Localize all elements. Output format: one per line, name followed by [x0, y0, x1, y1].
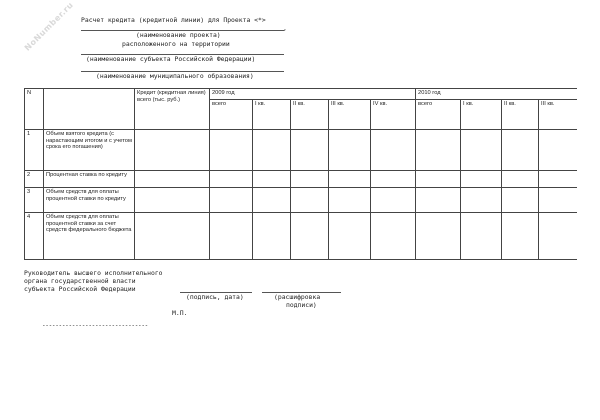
stamp-place: М.П.: [172, 309, 188, 317]
subheader-cell: IV кв.: [371, 100, 416, 130]
page-title: Расчет кредита (кредитной линии) для Проекта <*>: [81, 16, 266, 24]
subject-caption: (наименование субъекта Российской Федерации): [86, 55, 256, 63]
title-suffix: ,: [283, 24, 287, 32]
row-label: Объем средств для оплаты процентной ставки за счет средств федерального бюджета: [44, 213, 135, 260]
row-number: 2: [25, 171, 44, 188]
row-number: 3: [25, 188, 44, 213]
row-number: 4: [25, 213, 44, 260]
row-label: Процентная ставка по кредиту: [44, 171, 135, 188]
subheader-cell: III кв.: [329, 100, 371, 130]
header-year-2010: 2010 год: [416, 89, 577, 100]
footnote-separator: --------------------------------: [42, 322, 148, 329]
watermark: NoNumber.ru: [22, 0, 76, 53]
subheader-cell: I кв.: [253, 100, 291, 130]
header-no: N: [25, 89, 44, 130]
municipal-caption: (наименование муниципального образования): [96, 72, 254, 80]
table-row: [25, 188, 577, 213]
project-caption: (наименование проекта): [136, 31, 221, 39]
row-number: 1: [25, 130, 44, 171]
signer-line-3: субъекта Российской Федерации: [24, 285, 136, 293]
decode-caption: (расшифровка: [274, 293, 321, 301]
subheader-cell: всего: [416, 100, 461, 130]
row-label: Объем взятого кредита (с нарастающим итогом и с учетом срока его погашения): [44, 130, 135, 171]
header-indicator: [44, 89, 135, 130]
subheader-cell: всего: [210, 100, 253, 130]
located-text: расположенного на территории: [122, 40, 230, 48]
subheader-cell: III кв.: [539, 100, 577, 130]
table-row: [25, 130, 577, 171]
subheader-cell: II кв.: [502, 100, 539, 130]
header-credit: Кредит (кредитная линия) всего (тыс. руб.): [135, 89, 210, 130]
signer-line-2: органа государственной власти: [24, 277, 136, 285]
signer-line-1: Руководитель высшего исполнительного: [24, 269, 163, 277]
header-year-2009: 2009 год: [210, 89, 416, 100]
decode-caption-2: подписи): [286, 301, 317, 309]
subheader-cell: II кв.: [291, 100, 329, 130]
signature-caption: (подпись, дата): [186, 293, 244, 301]
row-label: Объем средств для оплаты процентной ставки по кредиту: [44, 188, 135, 213]
table-row: [25, 171, 577, 188]
credit-table: [24, 88, 577, 260]
table-row: [25, 213, 577, 260]
subheader-cell: I кв.: [461, 100, 502, 130]
